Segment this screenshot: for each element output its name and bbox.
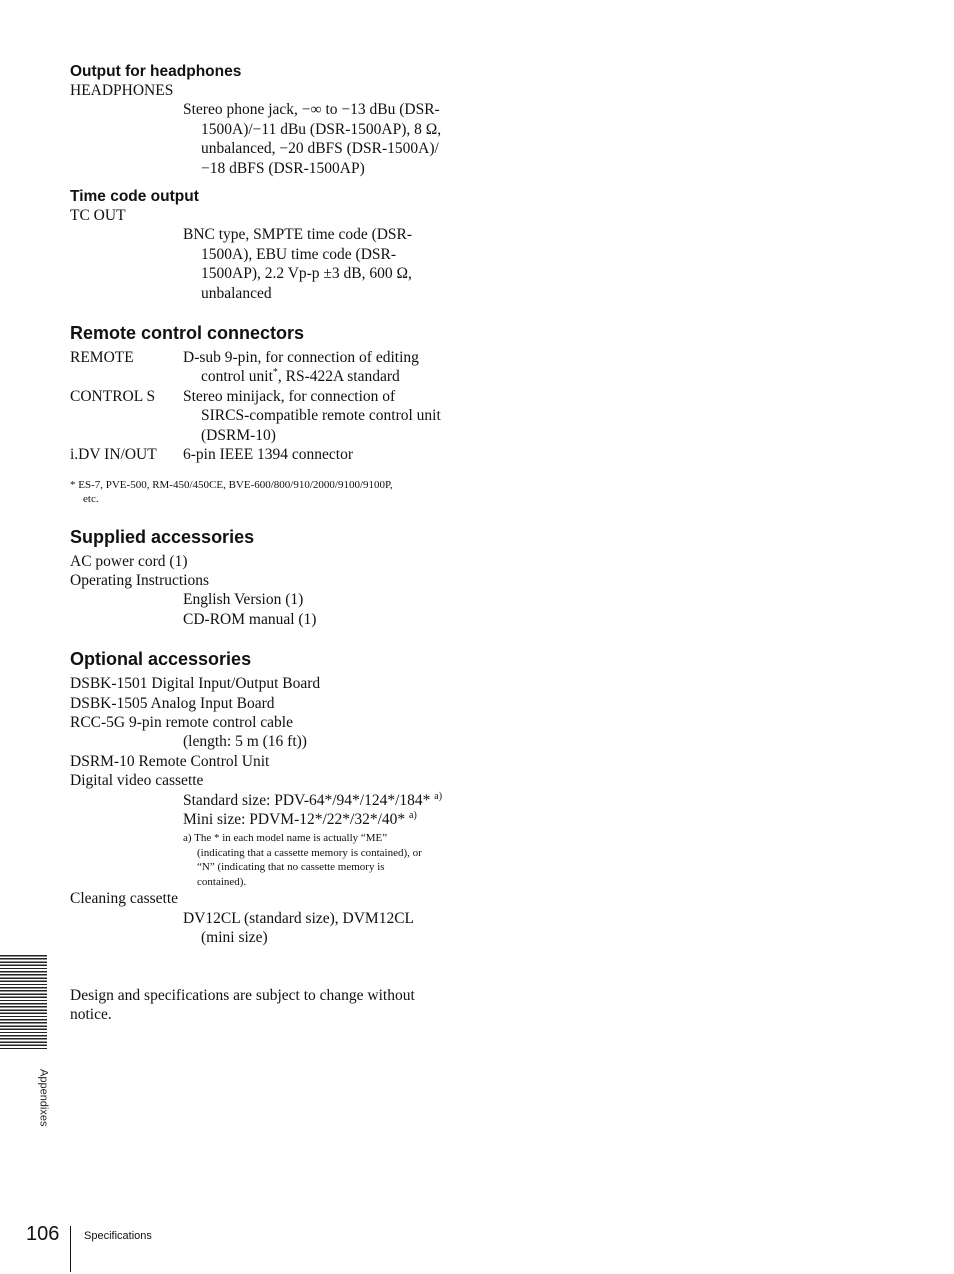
remote-heading: Remote control connectors <box>70 323 305 344</box>
timecode-spec-line: 1500AP), 2.2 Vp-p ±3 dB, 600 Ω, <box>201 265 412 283</box>
optional-item: (length: 5 m (16 ft)) <box>183 733 307 751</box>
footer-section-label: Specifications <box>84 1230 152 1242</box>
page-number: 106 <box>26 1223 60 1245</box>
optional-item <box>70 791 470 810</box>
remote-def-text: , RS-422A standard <box>277 368 400 386</box>
remote-row-remote <box>70 348 470 387</box>
optional-item: DSRM-10 Remote Control Unit <box>70 752 270 770</box>
remote-row-idv <box>70 445 470 464</box>
control-s-term: CONTROL S <box>70 387 156 405</box>
headphones-heading: Output for headphones <box>70 63 242 80</box>
control-s-definition <box>183 387 470 445</box>
remote-row-control-s <box>70 387 470 445</box>
timecode-spec-line: BNC type, SMPTE time code (DSR- <box>183 226 413 244</box>
optional-item: DSBK-1501 Digital Input/Output Board <box>70 675 321 693</box>
timecode-spec-line: 1500A), EBU time code (DSR- <box>201 245 397 263</box>
headphones-spec-line: −18 dBFS (DSR-1500AP) <box>201 159 365 177</box>
optional-heading: Optional accessories <box>70 649 252 670</box>
cleaning-line: (mini size) <box>201 929 268 947</box>
cassette-note-line: a) The * in each model name is actually “ME” <box>183 832 388 845</box>
cassette-note-line: “N” (indicating that no cassette memory is <box>197 861 385 874</box>
optional-item-text: Mini size: PDVM-12*/22*/32*/40* <box>183 810 406 828</box>
optional-item: RCC-5G 9-pin remote control cable <box>70 713 293 731</box>
note-marker: a) <box>434 790 443 802</box>
remote-def-line: D-sub 9-pin, for connection of editing <box>183 349 419 367</box>
note-marker: a) <box>409 809 417 821</box>
supplied-item: AC power cord (1) <box>70 552 188 570</box>
supplied-item: CD-ROM manual (1) <box>183 610 317 628</box>
timecode-spec-line: unbalanced <box>201 284 272 302</box>
optional-item: DSBK-1505 Analog Input Board <box>70 694 275 712</box>
headphones-spec-line: 1500A)/−11 dBu (DSR-1500AP), 8 Ω, <box>201 120 442 138</box>
remote-def-line <box>201 367 470 386</box>
control-s-def-line: (DSRM-10) <box>201 426 276 444</box>
timecode-term: TC OUT <box>70 207 126 225</box>
remote-definition <box>183 348 470 387</box>
supplied-heading: Supplied accessories <box>70 526 255 547</box>
disclaimer-line: Design and specifications are subject to change without <box>70 986 415 1004</box>
spec-page-content <box>70 62 470 1024</box>
control-s-def-line: SIRCS-compatible remote control unit <box>201 407 441 425</box>
remote-footnote-line: etc. <box>83 493 99 505</box>
remote-def-text: control unit <box>201 368 273 386</box>
supplied-item: English Version (1) <box>183 591 304 609</box>
remote-footnote-line: * ES-7, PVE-500, RM-450/450CE, BVE-600/800/910/2000/9100/9100P, <box>70 478 393 491</box>
idv-definition: 6-pin IEEE 1394 connector <box>183 446 354 464</box>
cassette-note-line: contained). <box>197 875 247 888</box>
supplied-item: Operating Instructions <box>70 571 210 589</box>
cleaning-line: DV12CL (standard size), DVM12CL <box>183 909 415 927</box>
headphones-spec-line: Stereo phone jack, −∞ to −13 dBu (DSR- <box>183 101 440 119</box>
cassette-note-line: (indicating that a cassette memory is contained), or <box>197 846 422 859</box>
footnote-marker: * <box>272 367 278 379</box>
section-tab-stripes <box>0 955 47 1049</box>
cleaning-term: Cleaning cassette <box>70 890 179 908</box>
headphones-term: HEADPHONES <box>70 82 174 99</box>
optional-item <box>70 810 470 829</box>
footer-divider <box>70 1226 71 1272</box>
timecode-heading: Time code output <box>70 188 199 206</box>
remote-term: REMOTE <box>70 349 134 367</box>
idv-term: i.DV IN/OUT <box>70 446 157 464</box>
control-s-def-line: Stereo minijack, for connection of <box>183 387 396 405</box>
headphones-spec-line: unbalanced, −20 dBFS (DSR-1500A)/ <box>201 140 439 158</box>
disclaimer-line: notice. <box>70 1006 112 1023</box>
optional-item: Digital video cassette <box>70 772 204 790</box>
side-tab-label: Appendixes <box>37 1069 50 1127</box>
optional-item-text: Standard size: PDV-64*/94*/124*/184* <box>183 791 431 809</box>
